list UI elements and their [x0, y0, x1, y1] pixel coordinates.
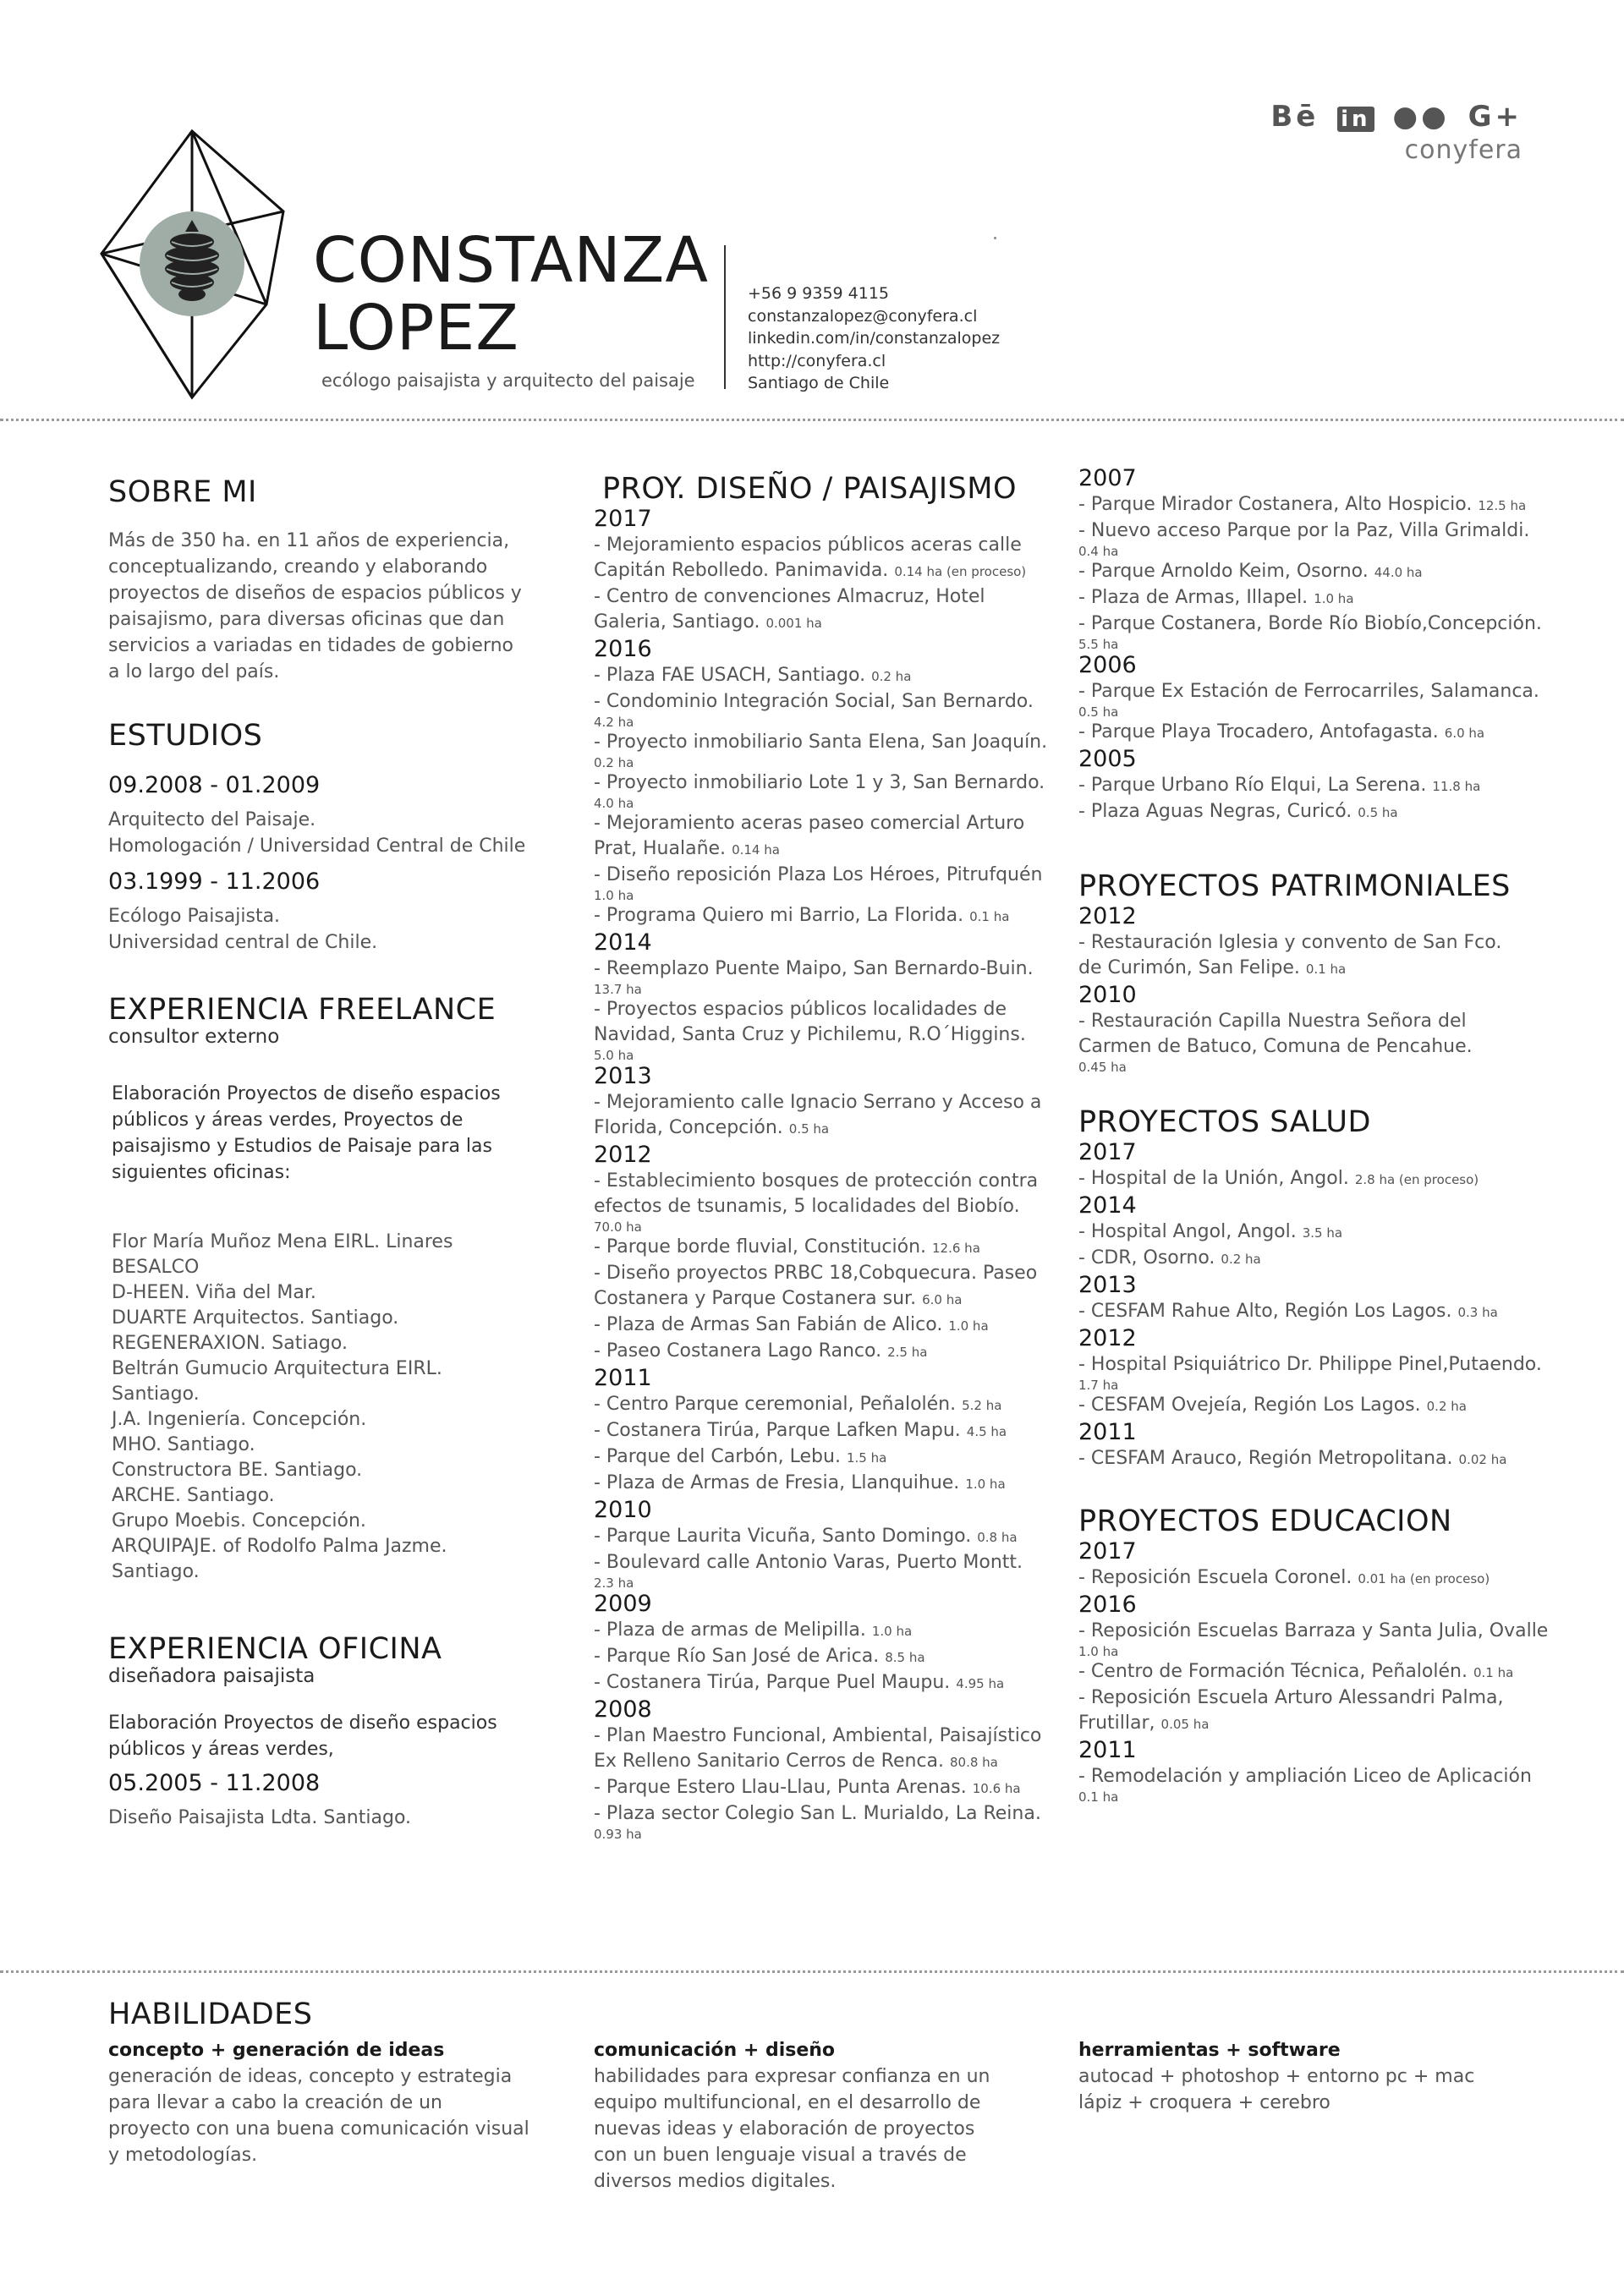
- office-item: D-HEEN. Viña del Mar.: [112, 1282, 316, 1303]
- text-line: habilidades para expresar confianza en un: [594, 2066, 990, 2087]
- decorative-dot: [994, 237, 996, 239]
- project-line: - Restauración Iglesia y convento de San Fco.: [1078, 932, 1502, 953]
- area-value: 80.8 ha: [950, 1755, 998, 1770]
- project-line: - Mejoramiento calle Ignacio Serrano y Acceso a: [594, 1092, 1042, 1113]
- project-item: [594, 997, 1051, 1063]
- social-icons: [1265, 100, 1522, 134]
- separator-bottom: [0, 1970, 1624, 1973]
- project-item: [1078, 1446, 1561, 1472]
- area-value: 5.0 ha: [594, 1048, 634, 1063]
- project-line: - Plaza Aguas Negras, Curicó. 0.5 ha: [1078, 801, 1398, 822]
- area-value: 0.1 ha: [969, 909, 1010, 924]
- area-value: 0.5 ha: [1078, 704, 1119, 720]
- area-value: 0.14 ha: [732, 842, 780, 858]
- area-value: 13.7 ha: [594, 982, 642, 997]
- text-line: diversos medios digitales.: [594, 2171, 837, 2192]
- text-line: y metodologías.: [108, 2145, 258, 2166]
- project-item: [594, 1471, 1051, 1497]
- project-line: - Parque Estero Llau-Llau, Punta Arenas. 10.6 ha: [594, 1777, 1021, 1798]
- website-link[interactable]: http://conyfera.cl: [748, 351, 886, 370]
- project-item: [1078, 518, 1561, 559]
- text-line: conceptualizando, creando y elaborando: [108, 556, 488, 578]
- year-label: 2014: [594, 929, 652, 956]
- study-date: 09.2008 - 01.2009: [108, 772, 321, 798]
- text-line: autocad + photoshop + entorno pc + mac: [1078, 2066, 1475, 2087]
- project-item: [594, 1312, 1051, 1339]
- project-line: - Parque del Carbón, Lebu. 1.5 ha: [594, 1446, 887, 1467]
- project-item: [594, 863, 1051, 903]
- section-title-sobre-mi: SOBRE MI: [108, 475, 257, 509]
- text-line: con un buen lenguaje visual a través de: [594, 2145, 967, 2166]
- project-line: - Plaza de Armas, Illapel. 1.0 ha: [1078, 587, 1354, 608]
- office-item: Grupo Moebis. Concepción.: [112, 1510, 366, 1532]
- area-value: 0.1 ha: [1473, 1665, 1514, 1680]
- google-plus-icon[interactable]: G+: [1468, 100, 1522, 134]
- behance-icon[interactable]: Bē: [1270, 100, 1320, 134]
- year-label: 2006: [1078, 652, 1137, 678]
- year-label: 2012: [1078, 903, 1137, 929]
- office-item: ARCHE. Santiago.: [112, 1485, 275, 1506]
- year-label: 2014: [1078, 1192, 1137, 1219]
- project-line: Prat, Hualañe. 0.14 ha: [594, 838, 780, 859]
- project-line: Carmen de Batuco, Comuna de Pencahue.: [1078, 1036, 1473, 1057]
- patrimoniales-list: [1078, 903, 1561, 1075]
- project-line: - Restauración Capilla Nuestra Señora del: [1078, 1011, 1467, 1032]
- salud-list: [1078, 1139, 1561, 1472]
- project-item: [1078, 1565, 1561, 1592]
- project-line: - Mejoramiento aceras paseo comercial Arturo: [594, 813, 1025, 834]
- year-label: 2010: [1078, 982, 1137, 1008]
- social-handle: conyfera: [1404, 135, 1522, 165]
- text-line: a lo largo del país.: [108, 661, 280, 682]
- project-item: [1078, 611, 1561, 652]
- office-item: REGENERAXION. Satiago.: [112, 1333, 348, 1354]
- area-value: 0.5 ha: [788, 1121, 830, 1137]
- project-item: [594, 584, 1051, 636]
- area-value: 0.8 ha: [977, 1530, 1018, 1545]
- office-item: Santiago.: [112, 1561, 200, 1582]
- project-line: - Centro de Formación Técnica, Peñalolén. 0.1 ha: [1078, 1661, 1514, 1682]
- project-line: Frutillar, 0.05 ha: [1078, 1712, 1210, 1734]
- year-label: 2009: [594, 1591, 652, 1617]
- year-label: 2016: [594, 636, 652, 662]
- area-value: 4.0 ha: [594, 796, 634, 811]
- year-label: 2011: [1078, 1419, 1137, 1445]
- freelance-intro: [108, 1081, 531, 1186]
- project-item: [594, 956, 1051, 997]
- text-line: nuevas ideas y elaboración de proyectos: [594, 2118, 975, 2140]
- section-title-oficina: EXPERIENCIA OFICINA: [108, 1632, 442, 1666]
- area-value: 1.0 ha: [1078, 1644, 1119, 1659]
- last-name: LOPEZ: [313, 292, 519, 364]
- diseno-cont-list: [1078, 465, 1561, 825]
- office-item: MHO. Santiago.: [112, 1434, 255, 1455]
- year-label: 2010: [594, 1497, 652, 1523]
- profession-subtitle: ecólogo paisajista y arquitecto del paisaje: [321, 370, 695, 391]
- project-item: [1078, 1659, 1561, 1685]
- pinecone-logo: [97, 127, 288, 402]
- column-middle: [594, 472, 1051, 1842]
- area-value: 0.2 ha: [1426, 1399, 1467, 1414]
- area-value: 0.5 ha: [1358, 805, 1398, 820]
- project-line: - Centro Parque ceremonial, Peñalolén. 5.2 ha: [594, 1394, 1002, 1415]
- project-item: [594, 1169, 1051, 1235]
- linkedin-icon[interactable]: in: [1337, 107, 1374, 132]
- study-date: 03.1999 - 11.2006: [108, 869, 321, 895]
- area-value: 2.3 ha: [594, 1575, 634, 1591]
- year-label: 2011: [1078, 1737, 1137, 1763]
- year-label: 2017: [1078, 1538, 1137, 1564]
- social-block: [1265, 100, 1522, 165]
- project-item: [1078, 1619, 1561, 1659]
- section-title-habilidades: HABILIDADES: [108, 1997, 313, 2031]
- area-value: 0.1 ha: [1305, 962, 1347, 977]
- project-item: [1078, 1246, 1561, 1272]
- text-line: públicos y áreas verdes, Proyectos de: [112, 1110, 464, 1131]
- year-label: 2005: [1078, 746, 1137, 772]
- project-line: - Reposición Escuelas Barraza y Santa Julia, Ovalle: [1078, 1620, 1549, 1641]
- project-item: [594, 1418, 1051, 1444]
- office-item: Flor María Muñoz Mena EIRL. Linares: [112, 1231, 453, 1252]
- project-line: - Plaza FAE USACH, Santiago. 0.2 ha: [594, 665, 912, 686]
- project-line: - Reposición Escuela Coronel. 0.01 ha (en proceso): [1078, 1567, 1490, 1588]
- area-value: 10.6 ha: [972, 1781, 1021, 1796]
- project-item: [594, 1235, 1051, 1261]
- project-line: - Centro de convenciones Almacruz, Hotel: [594, 586, 985, 607]
- diseno-list: [594, 506, 1051, 1842]
- project-line: - CESFAM Ovejeía, Región Los Lagos. 0.2 ha: [1078, 1395, 1467, 1416]
- candidate-name: [313, 224, 709, 364]
- project-line: - Proyecto inmobiliario Santa Elena, San Joaquín.: [594, 732, 1048, 753]
- project-item: [594, 1339, 1051, 1365]
- section-title-freelance: EXPERIENCIA FREELANCE: [108, 993, 497, 1027]
- location: Santiago de Chile: [748, 374, 890, 392]
- project-item: [1078, 720, 1561, 746]
- text-line: Elaboración Proyectos de diseño espacios: [108, 1712, 497, 1734]
- section-title-salud: PROYECTOS SALUD: [1078, 1105, 1371, 1139]
- year-label: 2017: [1078, 1139, 1137, 1165]
- text-line: Elaboración Proyectos de diseño espacios: [112, 1083, 501, 1104]
- text-line: generación de ideas, concepto y estrategia: [108, 2066, 513, 2087]
- project-item: [594, 1524, 1051, 1550]
- skill-column: [1078, 2038, 1552, 2116]
- area-value: 0.14 ha (en proceso): [894, 564, 1027, 579]
- section-title-patrimoniales: PROYECTOS PATRIMONIALES: [1078, 869, 1511, 903]
- project-line: - Remodelación y ampliación Liceo de Aplicación: [1078, 1766, 1532, 1787]
- office-item: Beltrán Gumucio Arquitectura EIRL. Santiago.: [112, 1358, 442, 1405]
- area-value: 8.5 ha: [885, 1650, 925, 1665]
- sobre-mi-text: [108, 528, 531, 685]
- flickr-icon[interactable]: ●●: [1392, 100, 1450, 134]
- project-line: - Proyectos espacios públicos localidades de: [594, 999, 1007, 1020]
- project-item: [1078, 1299, 1561, 1325]
- project-item: [594, 903, 1051, 929]
- project-line: - Paseo Costanera Lago Ranco. 2.5 ha: [594, 1340, 928, 1362]
- project-line: - Proyecto inmobiliario Lote 1 y 3, San Bernardo.: [594, 772, 1045, 793]
- project-line: - Costanera Tirúa, Parque Lafken Mapu. 4.5 ha: [594, 1420, 1007, 1441]
- project-line: Navidad, Santa Cruz y Pichilemu, R.O´Higgins.: [594, 1024, 1026, 1045]
- work-date: 05.2005 - 11.2008: [108, 1770, 321, 1796]
- project-item: [1078, 679, 1561, 720]
- text-line: proyecto con una buena comunicación visual: [108, 2118, 529, 2140]
- text-line: siguientes oficinas:: [112, 1162, 291, 1183]
- text-line: para llevar a cabo la creación de un: [108, 2092, 442, 2113]
- project-line: - Plaza de Armas de Fresia, Llanquihue. 1.0 ha: [594, 1472, 1006, 1493]
- year-label: 2012: [594, 1142, 652, 1168]
- area-value: 1.0 ha: [965, 1477, 1006, 1492]
- area-value: 11.8 ha: [1432, 779, 1481, 794]
- area-value: 5.5 ha: [1078, 637, 1119, 652]
- area-value: 4.2 ha: [594, 715, 634, 730]
- project-line: - Parque borde fluvial, Constitución. 12.6 ha: [594, 1236, 980, 1258]
- area-value: 6.0 ha: [1444, 726, 1485, 741]
- text-line: públicos y áreas verdes,: [108, 1739, 334, 1760]
- area-value: 0.2 ha: [594, 755, 634, 770]
- project-line: - Mejoramiento espacios públicos aceras calle: [594, 534, 1022, 556]
- project-item: [1078, 1393, 1561, 1419]
- project-line: - CDR, Osorno. 0.2 ha: [1078, 1247, 1261, 1269]
- project-line: - Hospital Angol, Angol. 3.5 ha: [1078, 1221, 1343, 1242]
- header-divider: [724, 245, 726, 389]
- project-line: - Establecimiento bosques de protección contra: [594, 1170, 1039, 1192]
- skill-column: [108, 2038, 548, 2168]
- project-item: [1078, 1166, 1561, 1192]
- linkedin-link[interactable]: linkedin.com/in/constanzalopez: [748, 329, 1001, 348]
- area-value: 12.6 ha: [932, 1241, 980, 1256]
- project-line: - Parque Playa Trocadero, Antofagasta. 6.0 ha: [1078, 721, 1485, 743]
- project-line: - Parque Arnoldo Keim, Osorno. 44.0 ha: [1078, 561, 1423, 582]
- project-item: [594, 1723, 1051, 1775]
- office-item: J.A. Ingeniería. Concepción.: [112, 1409, 367, 1430]
- project-item: [594, 689, 1051, 730]
- area-value: 44.0 ha: [1374, 565, 1423, 580]
- area-value: 2.5 ha: [887, 1345, 928, 1360]
- project-item: [594, 1261, 1051, 1312]
- year-label: 2007: [1078, 465, 1137, 491]
- project-line: de Curimón, San Felipe. 0.1 ha: [1078, 957, 1347, 978]
- area-value: 1.7 ha: [1078, 1378, 1119, 1393]
- project-line: - Costanera Tirúa, Parque Puel Maupu. 4.95 ha: [594, 1672, 1005, 1693]
- text-line: Ecólogo Paisajista.: [108, 906, 281, 927]
- contact-info: [748, 282, 1000, 395]
- project-line: - Diseño reposición Plaza Los Héroes, Pitrufquén: [594, 864, 1043, 885]
- column-right: [1078, 465, 1561, 1805]
- area-value: 1.0 ha: [594, 888, 634, 903]
- area-value: 2.8 ha (en proceso): [1354, 1172, 1479, 1187]
- project-item: [1078, 1685, 1561, 1737]
- project-item: [594, 1392, 1051, 1418]
- area-value: 1.5 ha: [846, 1450, 887, 1466]
- project-item: [1078, 1764, 1561, 1805]
- text-line: equipo multifuncional, en el desarrollo de: [594, 2092, 981, 2113]
- project-item: [594, 730, 1051, 770]
- section-title-diseno: PROY. DISEÑO / PAISAJISMO: [602, 472, 1018, 506]
- area-value: 0.45 ha: [1078, 1060, 1127, 1075]
- project-line: - Plaza de armas de Melipilla. 1.0 ha: [594, 1619, 913, 1641]
- project-line: Ex Relleno Sanitario Cerros de Renca. 80.8 ha: [594, 1751, 998, 1772]
- email[interactable]: constanzalopez@conyfera.cl: [748, 306, 978, 326]
- project-item: [594, 1670, 1051, 1696]
- first-name: CONSTANZA: [313, 224, 709, 297]
- project-line: - Parque Laurita Vicuña, Santo Domingo. 0.8 ha: [594, 1526, 1018, 1547]
- project-item: [594, 1090, 1051, 1142]
- project-item: [1078, 799, 1561, 825]
- project-item: [1078, 773, 1561, 799]
- project-line: - CESFAM Rahue Alto, Región Los Lagos. 0.3 ha: [1078, 1301, 1498, 1322]
- project-item: [1078, 585, 1561, 611]
- area-value: 70.0 ha: [594, 1219, 642, 1235]
- project-line: - Diseño proyectos PRBC 18,Cobquecura. Paseo: [594, 1263, 1038, 1284]
- year-label: 2017: [594, 506, 652, 532]
- skill-heading: comunicación + diseño: [594, 2040, 836, 2061]
- year-label: 2008: [594, 1696, 652, 1723]
- project-line: - Condominio Integración Social, San Bernardo.: [594, 691, 1034, 712]
- section-subtitle: diseñadora paisajista: [108, 1665, 315, 1687]
- project-item: [594, 1775, 1051, 1801]
- skill-heading: herramientas + software: [1078, 2040, 1341, 2061]
- project-item: [1078, 559, 1561, 585]
- phone[interactable]: +56 9 9359 4115: [748, 284, 890, 303]
- project-line: efectos de tsunamis, 5 localidades del Biobío.: [594, 1196, 1020, 1217]
- area-value: 0.4 ha: [1078, 544, 1119, 559]
- project-line: - Hospital Psiquiátrico Dr. Philippe Pinel,Putaendo.: [1078, 1354, 1542, 1375]
- area-value: 0.01 ha (en proceso): [1358, 1571, 1490, 1586]
- project-line: - Reposición Escuela Arturo Alessandri Palma,: [1078, 1687, 1504, 1708]
- area-value: 4.5 ha: [966, 1424, 1007, 1439]
- area-value: 0.2 ha: [871, 669, 912, 684]
- text-line: Más de 350 ha. en 11 años de experiencia,: [108, 530, 510, 551]
- project-item: [594, 770, 1051, 811]
- project-item: [1078, 492, 1561, 518]
- project-line: - Parque Ex Estación de Ferrocarriles, Salamanca.: [1078, 681, 1539, 702]
- year-label: 2012: [1078, 1325, 1137, 1351]
- project-line: - Plaza de Armas San Fabián de Alico. 1.0 ha: [594, 1314, 989, 1335]
- area-value: 0.2 ha: [1221, 1252, 1261, 1267]
- text-line: proyectos de diseños de espacios públicos y: [108, 583, 522, 604]
- area-value: 0.3 ha: [1457, 1305, 1498, 1320]
- area-value: 0.05 ha: [1160, 1717, 1210, 1732]
- area-value: 0.93 ha: [594, 1827, 642, 1842]
- work-place: Diseño Paisajista Ldta. Santiago.: [108, 1807, 412, 1828]
- text-line: Arquitecto del Paisaje.: [108, 809, 316, 830]
- area-value: 0.001 ha: [765, 616, 822, 631]
- project-line: - Programa Quiero mi Barrio, La Florida. 0.1 ha: [594, 905, 1010, 926]
- text-line: Homologación / Universidad Central de Chile: [108, 836, 526, 857]
- project-item: [1078, 930, 1561, 982]
- text-line: paisajismo, para diversas oficinas que dan: [108, 609, 505, 630]
- project-line: - Parque Mirador Costanera, Alto Hospicio. 12.5 ha: [1078, 494, 1527, 515]
- project-line: - Parque Urbano Río Elqui, La Serena. 11.8 ha: [1078, 775, 1481, 796]
- area-value: 1.0 ha: [1314, 591, 1354, 606]
- oficina-intro: [108, 1710, 531, 1762]
- project-item: [594, 663, 1051, 689]
- column-left: [108, 475, 531, 1831]
- office-item: DUARTE Arquitectos. Santiago.: [112, 1307, 399, 1329]
- year-label: 2013: [594, 1063, 652, 1089]
- office-item: ARQUIPAJE. of Rodolfo Palma Jazme.: [112, 1536, 447, 1557]
- area-value: 6.0 ha: [922, 1292, 963, 1307]
- skills-section: [108, 1997, 312, 2031]
- skill-heading: concepto + generación de ideas: [108, 2040, 445, 2061]
- project-line: - Plaza sector Colegio San L. Murialdo, La Reina.: [594, 1803, 1041, 1824]
- project-line: - Boulevard calle Antonio Varas, Puerto Montt.: [594, 1552, 1023, 1573]
- area-value: 12.5 ha: [1478, 498, 1527, 513]
- project-item: [594, 1801, 1051, 1842]
- project-line: Florida, Concepción. 0.5 ha: [594, 1117, 830, 1138]
- area-value: 0.1 ha: [1078, 1789, 1119, 1805]
- text-line: lápiz + croquera + cerebro: [1078, 2092, 1330, 2113]
- office-item: BESALCO: [112, 1257, 200, 1278]
- area-value: 1.0 ha: [871, 1624, 913, 1639]
- project-line: - Parque Costanera, Borde Río Biobío,Concepción.: [1078, 613, 1542, 634]
- project-line: - CESFAM Arauco, Región Metropolitana. 0.02 ha: [1078, 1448, 1507, 1469]
- project-item: [594, 1550, 1051, 1591]
- project-line: Capitán Rebolledo. Panimavida. 0.14 ha (en proceso): [594, 560, 1027, 581]
- text-line: Universidad central de Chile.: [108, 932, 378, 953]
- area-value: 1.0 ha: [948, 1318, 989, 1334]
- project-item: [594, 1644, 1051, 1670]
- project-line: - Parque Río San José de Arica. 8.5 ha: [594, 1646, 925, 1667]
- year-label: 2013: [1078, 1272, 1137, 1298]
- project-line: - Reemplazo Puente Maipo, San Bernardo-Buin.: [594, 958, 1034, 979]
- separator-top: [0, 419, 1624, 421]
- project-item: [594, 533, 1051, 584]
- office-list: [108, 1230, 531, 1585]
- project-item: [1078, 1219, 1561, 1246]
- project-line: Costanera y Parque Costanera sur. 6.0 ha: [594, 1288, 963, 1309]
- area-value: 3.5 ha: [1302, 1225, 1343, 1241]
- text-line: servicios a variadas en tidades de gobierno: [108, 635, 514, 656]
- project-item: [1078, 1352, 1561, 1393]
- project-line: - Hospital de la Unión, Angol. 2.8 ha (en proceso): [1078, 1168, 1479, 1189]
- project-line: - Plan Maestro Funcional, Ambiental, Paisajístico: [594, 1725, 1042, 1746]
- project-line: - Nuevo acceso Parque por la Paz, Villa Grimaldi.: [1078, 520, 1530, 541]
- project-line: Galeria, Santiago. 0.001 ha: [594, 611, 822, 633]
- area-value: 4.95 ha: [956, 1676, 1005, 1691]
- section-subtitle: consultor externo: [108, 1026, 280, 1048]
- project-item: [594, 811, 1051, 863]
- area-value: 5.2 ha: [962, 1398, 1002, 1413]
- office-item: Constructora BE. Santiago.: [112, 1460, 363, 1481]
- project-item: [1078, 1009, 1561, 1075]
- area-value: 0.02 ha: [1458, 1452, 1507, 1467]
- text-line: paisajismo y Estudios de Paisaje para las: [112, 1136, 492, 1157]
- skill-column: [594, 2038, 1034, 2195]
- educacion-list: [1078, 1538, 1561, 1805]
- year-label: 2011: [594, 1365, 652, 1391]
- project-item: [594, 1618, 1051, 1644]
- year-label: 2016: [1078, 1592, 1137, 1618]
- section-title-estudios: ESTUDIOS: [108, 719, 263, 753]
- section-title-educacion: PROYECTOS EDUCACION: [1078, 1504, 1452, 1538]
- project-item: [594, 1444, 1051, 1471]
